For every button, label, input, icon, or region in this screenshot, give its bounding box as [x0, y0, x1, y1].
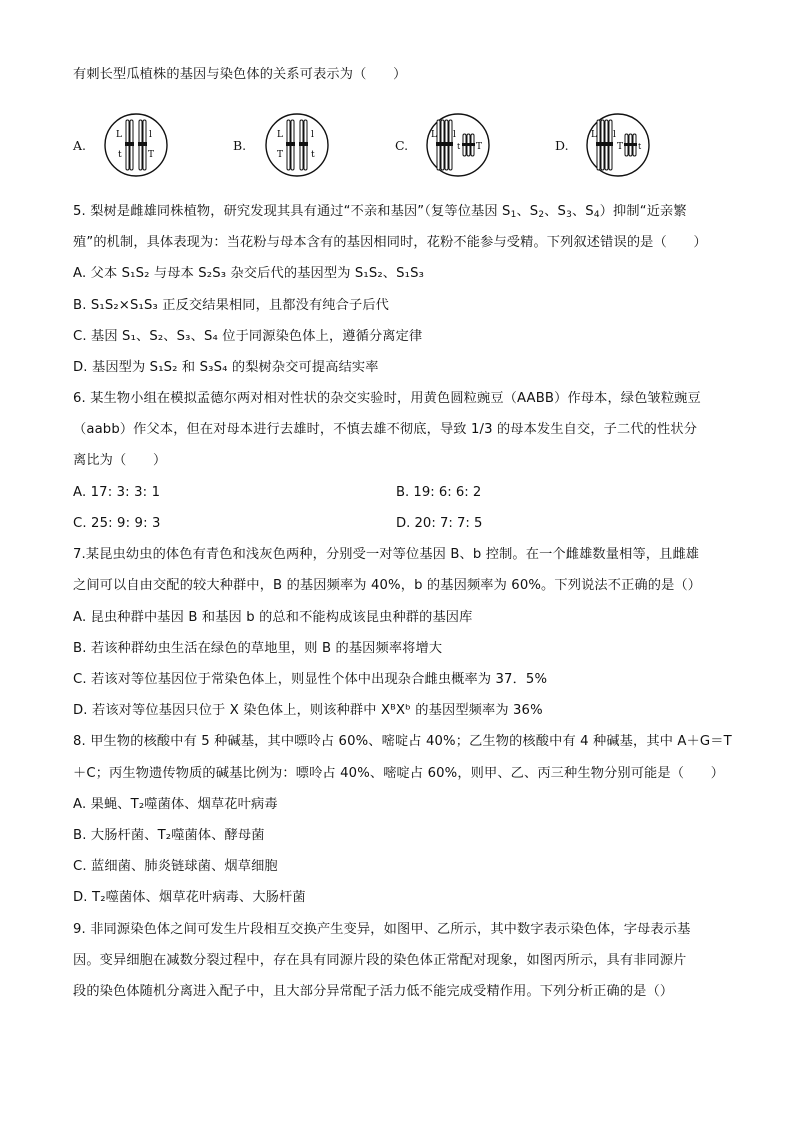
q8-option-b: B. 大肠杆菌、T₂噬菌体、酵母菌 — [73, 828, 265, 843]
q4-option-a-label: A. — [73, 138, 87, 153]
svg-text:L: L — [431, 130, 437, 140]
q7-option-c: C. 若该对等位基因位于常染色体上，则显性个体中出现杂合雌虫概率为 37．5% — [73, 672, 548, 687]
q7-stem-line-2: 之间可以自由交配的较大种群中，B 的基因频率为 40%，b 的基因频率为 60%。下列说法不正确的是（） — [73, 578, 702, 593]
q4-option-c-label: C. — [395, 138, 409, 153]
q4-option-d-cell-diagram — [585, 112, 651, 178]
chromosome-pair-left — [286, 120, 295, 170]
q7-stem-line-1: 7.某昆虫幼虫的体色有青色和浅灰色两种，分别受一对等位基因 B、b 控制。在一个雌雄数量相等，且雌雄 — [73, 547, 700, 562]
q8-stem-line-1: 8. 甲生物的核酸中有 5 种碱基，其中嘌呤占 60%、嘧啶占 40%；乙生物的核酸中有 4 种碱基，其中 A＋G＝T — [73, 734, 732, 749]
q7-option-a: A. 昆虫种群中基因 B 和基因 b 的总和不能构成该昆虫种群的基因库 — [73, 610, 473, 625]
q5-stem-line-2: 殖”的机制，具体表现为：当花粉与母本含有的基因相同时，花粉不能参与受精。下列叙述错误的是（ ） — [73, 235, 707, 250]
q6-option-b: B. 19: 6: 6: 2 — [396, 485, 482, 500]
chromosome-pair-short — [462, 134, 475, 156]
q6-option-a: A. 17: 3: 3: 1 — [73, 485, 161, 500]
svg-text:t: t — [311, 150, 315, 160]
svg-text:l: l — [149, 130, 152, 140]
q6-option-c: C. 25: 9: 9: 3 — [73, 516, 161, 531]
q8-stem-line-2: ＋C；丙生物遗传物质的碱基比例为：嘌呤占 40%、嘧啶占 60%，则甲、乙、丙三种生物分别可能是（ ） — [73, 766, 725, 781]
q6-stem-line-3: 离比为（ ） — [73, 453, 167, 468]
svg-text:T: T — [617, 142, 624, 152]
svg-text:T: T — [277, 150, 284, 160]
q5-option-a: A. 父本 S₁S₂ 与母本 S₂S₃ 杂交后代的基因型为 S₁S₂、S₁S₃ — [73, 266, 425, 281]
q5-option-d: D. 基因型为 S₁S₂ 和 S₃S₄ 的梨树杂交可提高结实率 — [73, 360, 379, 375]
svg-text:t: t — [638, 142, 642, 151]
svg-text:t: t — [457, 142, 461, 151]
q9-stem-line-1: 9. 非同源染色体之间可发生片段相互交换产生变异，如图甲、乙所示，其中数字表示染色体，字母表示基 — [73, 922, 691, 937]
chromosome-pair-long — [596, 120, 613, 170]
chromosome-pair-right — [138, 120, 147, 170]
q4-option-b-label: B. — [233, 138, 247, 153]
svg-text:l: l — [453, 130, 456, 140]
q6-stem-line-2: （aabb）作父本，但在对母本进行去雄时，不慎去雄不彻底，导致 1/3 的母本发生自交，子二代的性状分 — [73, 422, 698, 437]
q8-option-d: D. T₂噬菌体、烟草花叶病毒、大肠杆菌 — [73, 890, 306, 905]
svg-text:l: l — [311, 130, 314, 140]
svg-text:L: L — [116, 130, 122, 140]
q6-stem-line-1: 6. 某生物小组在模拟孟德尔两对相对性状的杂交实验时，用黄色圆粒豌豆（AABB）作母本，绿色皱粒豌豆 — [73, 391, 701, 406]
chromosome-pair-short — [624, 134, 637, 156]
svg-text:T: T — [476, 142, 483, 152]
q5-option-b: B. S₁S₂×S₁S₃ 正反交结果相同，且都没有纯合子后代 — [73, 298, 389, 313]
q6-option-d: D. 20: 7: 7: 5 — [396, 516, 483, 531]
q4-stem: 有刺长型瓜植株的基因与染色体的关系可表示为（ ） — [73, 67, 407, 82]
chromosome-pair-left — [125, 120, 134, 170]
q5-stem-line-1: 5. 梨树是雌雄同株植物，研究发现其具有通过“不亲和基因”（复等位基因 $S_1$、$S_2$、$S_3$、$S_4$）抑制“近亲繁 — [73, 204, 687, 220]
svg-text:L: L — [277, 130, 283, 140]
q4-option-c-cell-diagram — [425, 112, 491, 178]
q7-option-b: B. 若该种群幼虫生活在绿色的草地里，则 B 的基因频率将增大 — [73, 641, 443, 656]
q4-option-a-cell-diagram — [103, 112, 169, 178]
chromosome-pair-long — [436, 120, 453, 170]
q4-option-b-cell-diagram — [264, 112, 330, 178]
svg-text:l: l — [613, 130, 616, 140]
q8-option-c: C. 蓝细菌、肺炎链球菌、烟草细胞 — [73, 859, 278, 874]
svg-text:L: L — [591, 130, 597, 140]
svg-text:t: t — [118, 150, 122, 160]
q9-stem-line-2: 因。变异细胞在减数分裂过程中，存在具有同源片段的染色体正常配对现象，如图丙所示，具有非同源片 — [73, 953, 687, 968]
q8-option-a: A. 果蝇、T₂噬菌体、烟草花叶病毒 — [73, 797, 278, 812]
q7-option-d: D. 若该对等位基因只位于 X 染色体上，则该种群中 XᴮXᵇ 的基因型频率为 36% — [73, 703, 543, 718]
q4-option-d-label: D. — [555, 138, 569, 153]
svg-text:T: T — [148, 150, 155, 160]
chromosome-pair-right — [299, 120, 308, 170]
q9-stem-line-3: 段的染色体随机分离进入配子中，且大部分异常配子活力低不能完成受精作用。下列分析正确的是（） — [73, 984, 674, 999]
q5-option-c: C. 基因 S₁、S₂、S₃、S₄ 位于同源染色体上，遵循分离定律 — [73, 329, 423, 344]
